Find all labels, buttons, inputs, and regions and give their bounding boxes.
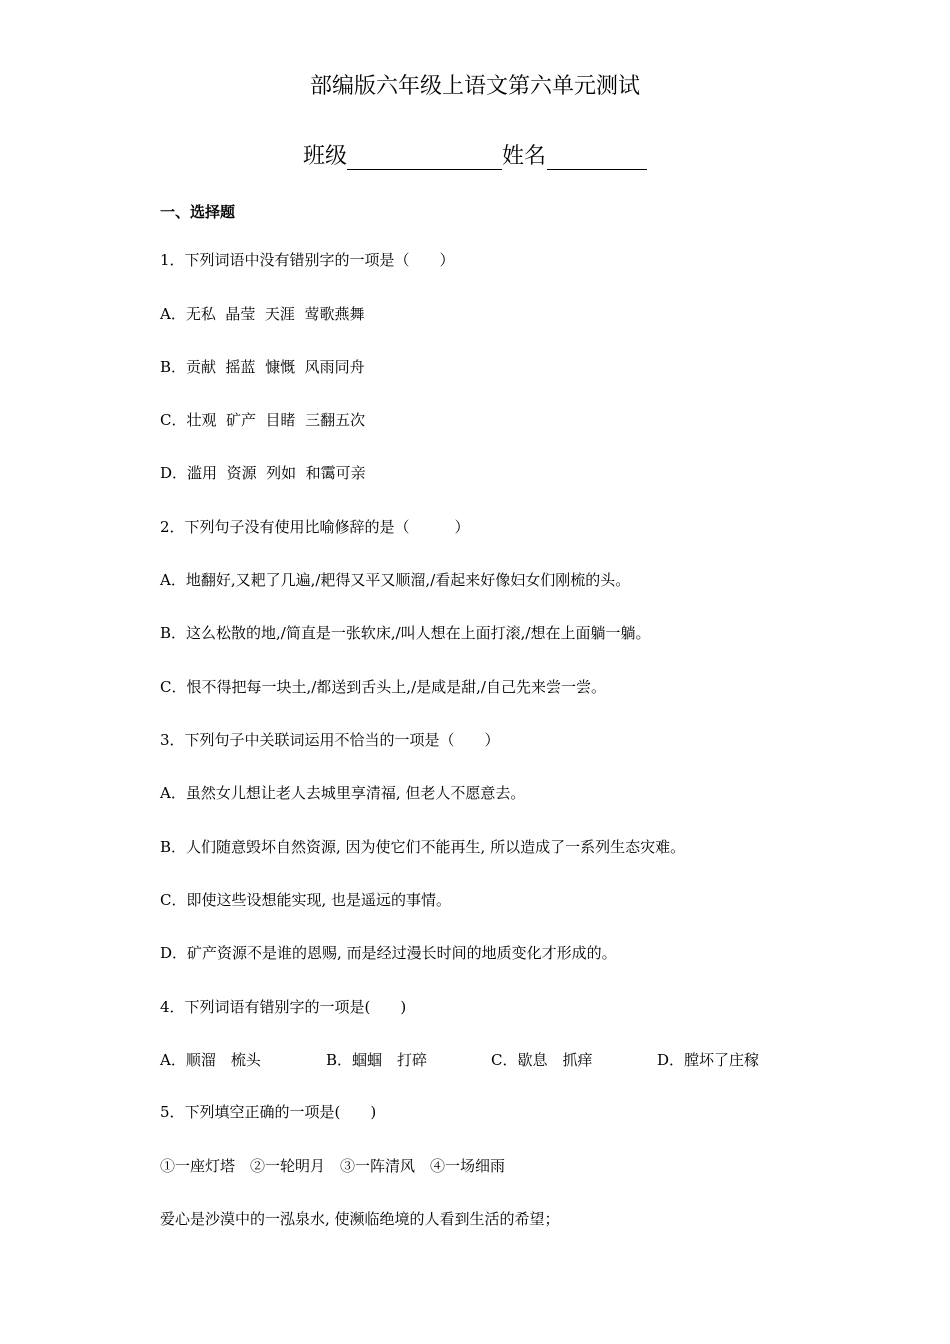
- question-1-option-d: D．滥用 资源 列如 和霭可亲: [160, 464, 366, 482]
- question-2-option-a: A．地翻好,又耙了几遍,/耙得又平又顺溜,/看起来好像妇女们刚梳的头。: [160, 571, 631, 589]
- question-5-stem: 5．下列填空正确的一项是( ): [160, 1103, 377, 1121]
- document-title: 部编版六年级上语文第六单元测试: [309, 74, 640, 99]
- question-5-sentence: 爱心是沙漠中的一泓泉水, 使濒临绝境的人看到生活的希望；: [160, 1210, 560, 1228]
- question-4-option-d: D．膛坏了庄稼: [657, 1051, 760, 1069]
- question-4-option-b: B．蝈蝈 打碎: [326, 1051, 428, 1069]
- question-3-stem: 3．下列句子中关联词运用不恰当的一项是（ ）: [160, 731, 500, 749]
- question-3-option-a: A．虽然女儿想让老人去城里享清福, 但老人不愿意去。: [160, 784, 526, 802]
- question-5-items: ①一座灯塔 ②一轮明月 ③一阵清风 ④一场细雨: [160, 1157, 506, 1175]
- question-4-option-c: C．歇息 抓痒: [491, 1051, 593, 1069]
- question-2-option-c: C．恨不得把每一块土,/都送到舌头上,/是咸是甜,/自己先来尝一尝。: [160, 678, 606, 696]
- question-3-option-d: D．矿产资源不是谁的恩赐, 而是经过漫长时间的地质变化才形成的。: [160, 944, 617, 962]
- class-label: 班级: [303, 144, 348, 169]
- question-3-option-c: C．即使这些设想能实现, 也是遥远的事情。: [160, 891, 452, 909]
- class-blank[interactable]: [347, 147, 502, 170]
- question-4-stem: 4．下列词语有错别字的一项是( ): [160, 998, 407, 1016]
- question-1-stem: 1．下列词语中没有错别字的一项是（ ）: [160, 251, 455, 269]
- question-2-stem: 2．下列句子没有使用比喻修辞的是（ ）: [160, 518, 470, 536]
- question-1-option-a: A．无私 晶莹 天涯 莺歌燕舞: [160, 305, 365, 323]
- student-info-fields: [303, 144, 647, 170]
- question-2-option-b: B．这么松散的地,/简直是一张软床,/叫人想在上面打滚,/想在上面躺一躺。: [160, 624, 651, 642]
- question-4-option-a: A．顺溜 梳头: [160, 1051, 261, 1069]
- question-1-option-b: B．贡献 摇蓝 慷慨 风雨同舟: [160, 358, 365, 376]
- question-3-option-b: B．人们随意毁坏自然资源, 因为使它们不能再生, 所以造成了一系列生态灾难。: [160, 838, 686, 856]
- section-heading: 一、选择题: [160, 203, 236, 221]
- question-1-option-c: C．壮观 矿产 目睹 三翻五次: [160, 411, 366, 429]
- name-label: 姓名: [502, 144, 547, 169]
- name-blank[interactable]: [547, 147, 647, 170]
